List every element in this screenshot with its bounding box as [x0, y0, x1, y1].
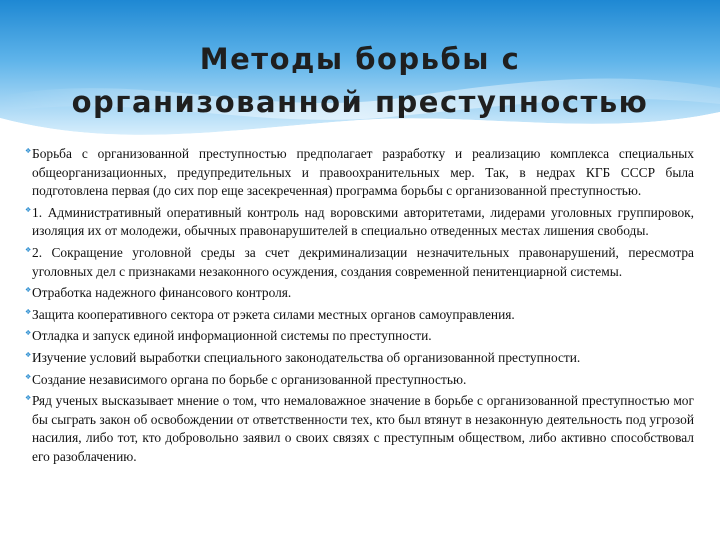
list-item-text: Изучение условий выработки специального законодательства об организованной преступности.: [32, 349, 581, 365]
star-bullet-icon: ❖: [25, 205, 32, 214]
list-item: [26, 204, 694, 241]
list-item-text: 2. Сокращение уголовной среды за счет декриминализации незначительных правонарушений, пересмотра уголовных дел с признаками незаконного осуждения, создания современной пенитенциарной системы.: [32, 244, 694, 279]
list-item: [26, 145, 694, 201]
title-line-1: Методы борьбы с: [199, 42, 521, 76]
star-bullet-icon: ❖: [25, 307, 32, 316]
list-item-text: Отладка и запуск единой информационной системы по преступности.: [32, 328, 432, 344]
list-item: [26, 244, 694, 281]
star-bullet-icon: ❖: [25, 147, 32, 155]
list-item: [26, 349, 694, 368]
list-item-text: Создание независимого органа по борьбе с организованной преступностью.: [32, 371, 467, 387]
star-bullet-icon: ❖: [25, 286, 32, 295]
list-item-text: Защита кооперативного сектора от рэкета силами местных органов самоуправления.: [32, 306, 515, 322]
star-bullet-icon: ❖: [25, 394, 32, 403]
bullet-list: [26, 145, 694, 470]
star-bullet-icon: ❖: [25, 329, 32, 338]
slide-title: [20, 38, 700, 124]
list-item-text: Борьба с организованной преступностью предполагает разработку и реализацию комплекса специальных общеорганизационных, предупредительных и правоохранительных мер. Так, в недрах КГБ СССР была подготовлена первая (до сих пор еще засекреченная) программа борьбы с организованной преступностью.: [32, 146, 694, 199]
list-item-text: 1. Административный оперативный контроль над воровскими авторитетами, лидерами уголовных группировок, изоляция их от молодежи, обычных правонарушителей в специально отведенных местах лишения свободы.: [32, 204, 694, 239]
list-item: [26, 371, 694, 390]
list-item: [26, 327, 694, 346]
list-item-text: Отработка надежного финансового контроля.: [32, 285, 292, 301]
list-item: [26, 392, 694, 466]
list-item: [26, 306, 694, 325]
star-bullet-icon: ❖: [25, 372, 32, 381]
star-bullet-icon: ❖: [25, 350, 32, 359]
list-item-text: Ряд ученых высказывает мнение о том, что немаловажное значение в борьбе с организованной преступностью мог бы сыграть закон об освобождении от ответственности тех, кто был втянут в незаконную деятельность под угрозой насилия, либо тот, кто добровольно заявил о своих связях с преступным обществом, либо активно способствовал его разоблачению.: [32, 393, 694, 464]
list-item: [26, 284, 694, 303]
title-line-2: организованной преступностью: [71, 85, 649, 119]
star-bullet-icon: ❖: [25, 245, 32, 254]
